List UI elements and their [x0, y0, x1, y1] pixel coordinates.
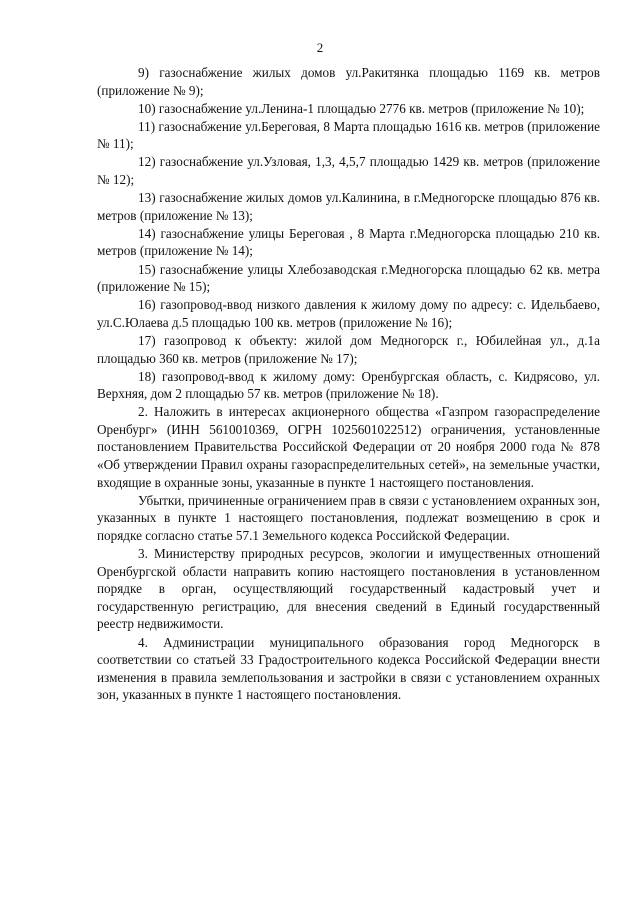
paragraph-item-15: 15) газоснабжение улицы Хлебозаводская г.Медногорска площадью 62 кв. метра (приложение № 15); [97, 261, 600, 295]
paragraph-losses: Убытки, причиненные ограничением прав в связи с установлением охранных зон, указанных в пункте 1 настоящего постановления, подлежат возмещению в срок и порядке согласно статье 57.1 Земельного кодекса Российской Федерации. [97, 492, 600, 543]
paragraph-item-17: 17) газопровод к объекту: жилой дом Медногорск г., Юбилейная ул., д.1а площадью 360 кв. метров (приложение № 17); [97, 332, 600, 366]
paragraph-item-18: 18) газопровод-ввод к жилому дому: Оренбургская область, с. Кидрясово, ул. Верхняя, дом 2 площадью 57 кв. метров (приложение № 18). [97, 368, 600, 402]
paragraph-point-2: 2. Наложить в интересах акционерного общества «Газпром газораспределение Оренбург» (ИНН 5610010369, ОГРН 1025601022512) ограничения, установленные постановлением Правительства Российской Федерации от 20 ноября 2000 года № 878 «Об утверждении Правил охраны газораспределительных сетей», на земельные участки, входящие в охранные зоны, указанные в пункте 1 настоящего постановления. [97, 404, 600, 490]
document-body [97, 64, 600, 704]
paragraph-item-9: 9) газоснабжение жилых домов ул.Ракитянка площадью 1169 кв. метров (приложение № 9); [97, 65, 600, 98]
paragraph-item-13: 13) газоснабжение жилых домов ул.Калинина, в г.Медногорске площадью 876 кв. метров (приложение № 13); [97, 190, 600, 223]
paragraph-item-14: 14) газоснабжение улицы Береговая , 8 Марта г.Медногорска площадью 210 кв. метров (приложение № 14); [97, 225, 600, 259]
page-number: 2 [316, 40, 324, 55]
paragraph-point-4: 4. Администрации муниципального образования город Медногорск в соответствии со статьей 33 Градостроительного кодекса Российской Федерации внести изменения в правила землепользования и застройки в связи с установлением охранных зон, указанных в пункте 1 настоящего постановления. [97, 634, 600, 703]
paragraph-item-12: 12) газоснабжение ул.Узловая, 1,3, 4,5,7 площадью 1429 кв. метров (приложение № 12); [97, 154, 600, 188]
paragraph-item-10: 10) газоснабжение ул.Ленина-1 площадью 2776 кв. метров (приложение № 10); [138, 100, 585, 116]
paragraph-point-3: 3. Министерству природных ресурсов, экологии и имущественных отношений Оренбургской области направить копию настоящего постановления в установленном порядке в орган, осуществляющий государственный кадастровый учет и государственную регистрацию, для внесения сведений в Единый государственный реестр недвижимости. [97, 546, 600, 632]
paragraph-item-11: 11) газоснабжение ул.Береговая, 8 Марта площадью 1616 кв. метров (приложение № 11); [97, 118, 600, 152]
paragraph-item-16: 16) газопровод-ввод низкого давления к жилому дому по адресу: с. Идельбаево, ул.С.Юлаева д.5 площадью 100 кв. метров (приложение № 16); [97, 297, 600, 330]
